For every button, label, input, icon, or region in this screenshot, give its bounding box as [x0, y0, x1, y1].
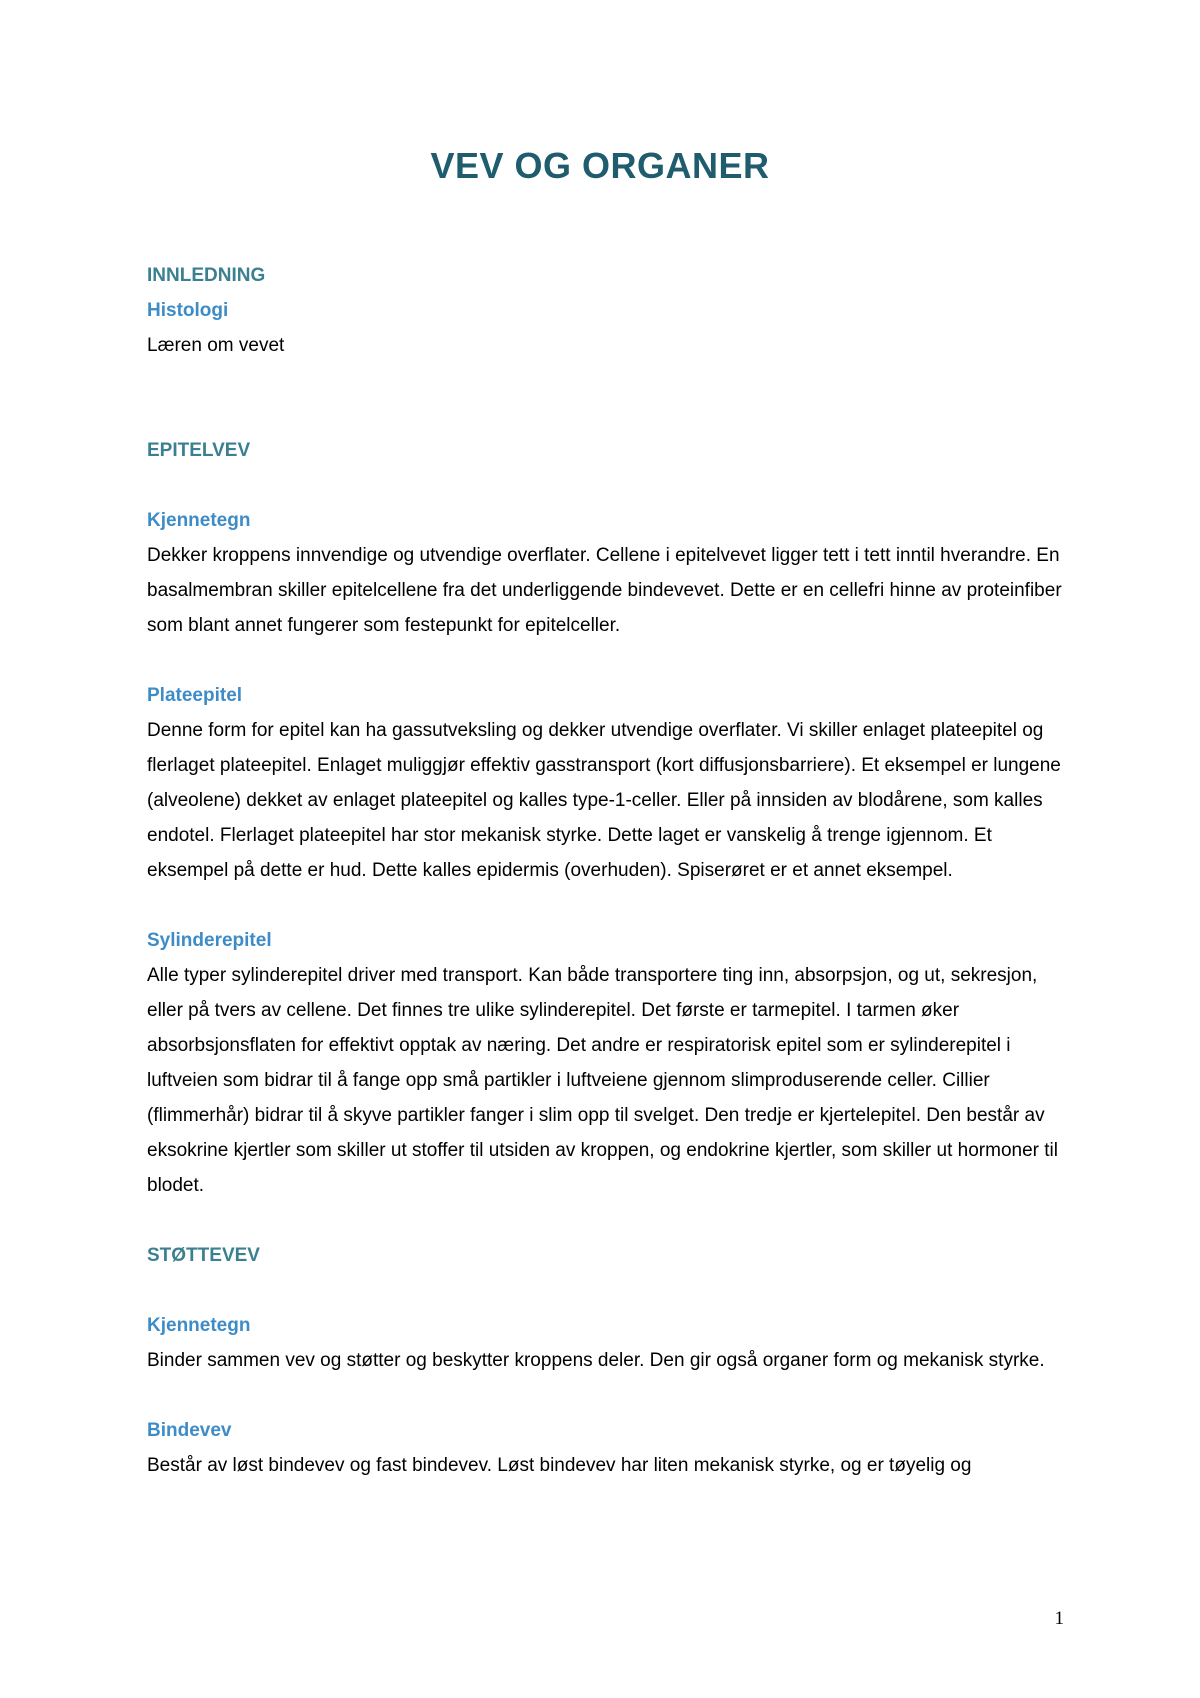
subheading-histologi: Histologi — [147, 300, 229, 321]
section-heading-innledning: INNLEDNING — [147, 265, 266, 286]
page-number: 1 — [1054, 1608, 1064, 1629]
paragraph-plateepitel: Denne form for epitel kan ha gassutveksling og dekker utvendige overflater. Vi skiller enlaget plateepitel og flerlaget plateepitel. Enlaget muliggjør effektiv gasstransport (kort diffusjonsbarriere). Et eksempel er lungene (alveolene) dekket av enlaget plateepitel og kalles type-1-celler. Eller på innsiden av blodårene, som kalles endotel. Flerlaget plateepitel har stor mekanisk styrke. Dette laget er vanskelig å trenge igjennom. Et eksempel på dette er hud. Dette kalles epidermis (overhuden). Spiserøret er et annet eksempel. — [147, 720, 1061, 881]
subheading-kjennetegn-epitel: Kjennetegn — [147, 510, 251, 531]
spacer — [147, 888, 1069, 923]
subheading-plateepitel: Plateepitel — [147, 685, 243, 706]
spacer — [147, 363, 1069, 433]
paragraph-histologi: Læren om vevet — [147, 335, 285, 356]
spacer — [147, 643, 1069, 678]
paragraph-kjennetegn-epitel: Dekker kroppens innvendige og utvendige overflater. Cellene i epitelvevet ligger tett i tett inntil hverandre. En basalmembran skiller epitelcellene fra det underliggende bindevevet. Dette er en cellefri hinne av proteinfiber som blant annet fungerer som festepunkt for epitelceller. — [147, 545, 1062, 636]
paragraph-kjennetegn-stotte: Binder sammen vev og støtter og beskytter kroppens deler. Den gir også organer form og mekanisk styrke. — [147, 1350, 1045, 1371]
subheading-kjennetegn-stotte: Kjennetegn — [147, 1315, 251, 1336]
spacer — [147, 468, 1069, 503]
section-heading-stottevev: STØTTEVEV — [147, 1245, 260, 1266]
paragraph-sylinderepitel: Alle typer sylinderepitel driver med transport. Kan både transportere ting inn, absorpsjon, og ut, sekresjon, eller på tvers av cellene. Det finnes tre ulike sylinderepitel. Det første er tarmepitel. I tarmen øker absorbsjonsflaten for effektivt opptak av næring. Det andre er respiratorisk epitel som er sylinderepitel i luftveien som bidrar til å fange opp små partikler i luftveiene gjennom slimproduserende celler. Cillier (flimmerhår) bidrar til å skyve partikler fanger i slim opp til svelget. Den tredje er kjertelepitel. Den består av eksokrine kjertler som skiller ut stoffer til utsiden av kroppen, og endokrine kjertler, som skiller ut hormoner til blodet. — [147, 965, 1058, 1196]
section-heading-epitelvev: EPITELVEV — [147, 440, 251, 461]
spacer — [147, 1378, 1069, 1413]
document-body — [147, 258, 1069, 1483]
spacer — [147, 1273, 1069, 1308]
subheading-sylinderepitel: Sylinderepitel — [147, 930, 272, 951]
spacer — [147, 1203, 1069, 1238]
document-title: VEV OG ORGANER — [430, 145, 770, 186]
paragraph-bindevev: Består av løst bindevev og fast bindevev. Løst bindevev har liten mekanisk styrke, og er tøyelig og — [147, 1455, 972, 1476]
subheading-bindevev: Bindevev — [147, 1420, 232, 1441]
